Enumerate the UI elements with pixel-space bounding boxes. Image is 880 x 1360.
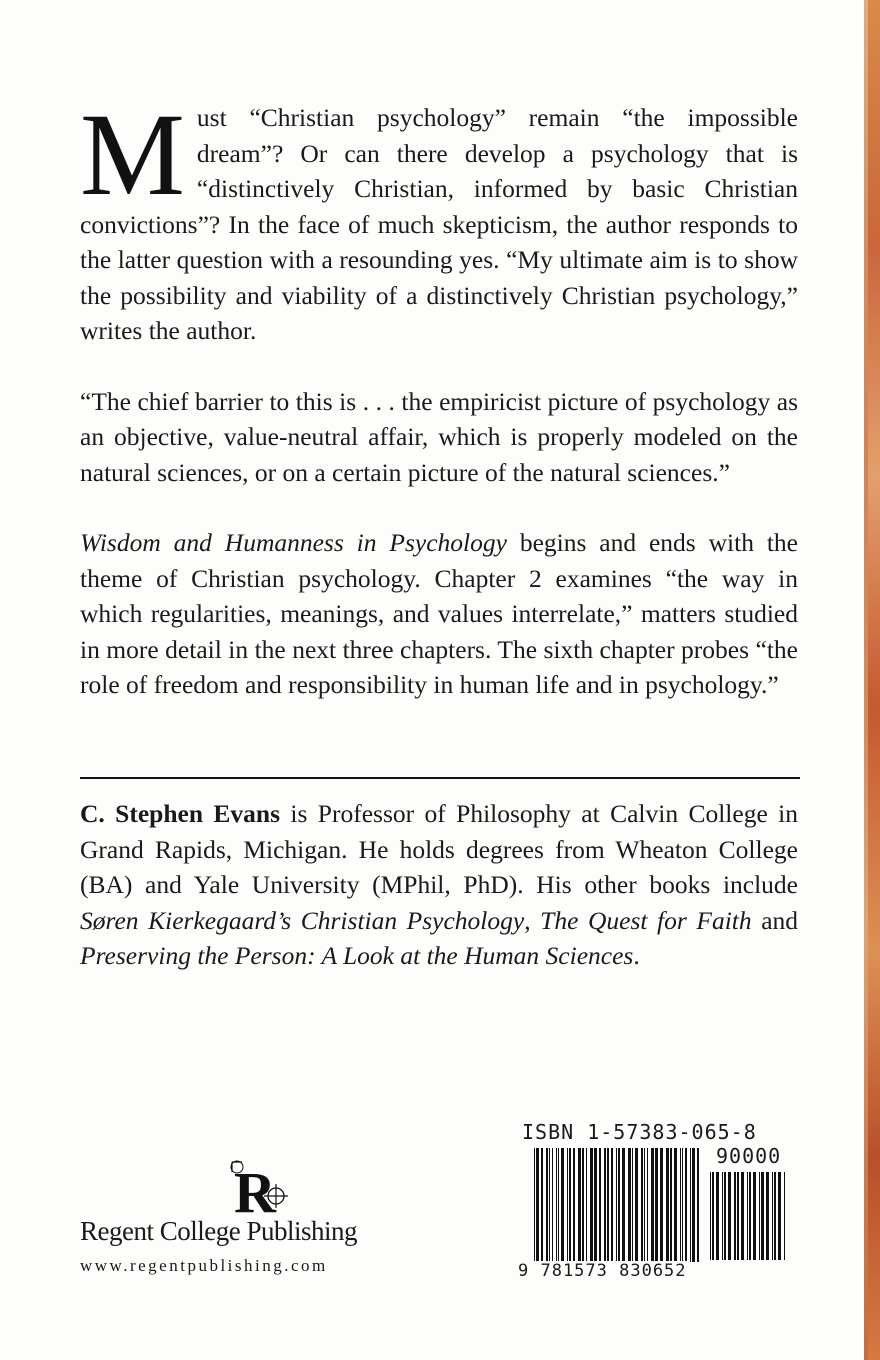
barcode-bar <box>753 1172 756 1260</box>
barcode-bar <box>618 1148 620 1272</box>
barcode-bar <box>655 1148 658 1262</box>
barcode-bar <box>536 1148 539 1272</box>
barcode-bar <box>644 1148 645 1262</box>
bio-text: is Professor of Philosophy at Calvin College in Grand Rapids, Michigan. He holds degrees from Wheaton College (BA) and Yale University (MPhil, PhD). His other books include <box>80 799 798 899</box>
barcode-bar <box>541 1148 543 1262</box>
barcode-bar <box>784 1172 785 1260</box>
price-barcode <box>710 1172 788 1270</box>
logo-letter: R <box>234 1160 276 1216</box>
price-code: 90000 <box>716 1144 782 1168</box>
barcode-bar <box>556 1148 557 1262</box>
barcode-bar <box>747 1172 748 1260</box>
barcode-bar <box>573 1148 575 1262</box>
barcode-bar <box>734 1172 736 1260</box>
book-title: Wisdom and Humanness in Psychology <box>80 528 507 557</box>
barcode-bar <box>628 1148 631 1262</box>
barcode-bar <box>549 1148 550 1262</box>
barcode-bar <box>622 1148 625 1262</box>
barcode-bar <box>594 1148 597 1262</box>
barcode-bar <box>741 1172 744 1260</box>
publisher-url[interactable]: www.regentpublishing.com <box>80 1256 328 1275</box>
barcode-bar <box>567 1148 568 1262</box>
barcode-bar <box>586 1148 587 1262</box>
barcode-bar <box>674 1148 677 1262</box>
blurb-paragraph-3 <box>80 525 798 703</box>
barcode-bar <box>647 1148 648 1262</box>
barcode-bar <box>552 1148 553 1262</box>
barcode-bar <box>604 1148 606 1262</box>
barcode-bar <box>766 1172 769 1260</box>
barcode-bar <box>635 1148 638 1262</box>
other-book-1: Søren Kierkegaard’s Christian Psychology <box>80 905 525 935</box>
barcode-bar <box>590 1148 593 1262</box>
ean-barcode <box>534 1148 704 1272</box>
barcode-bar <box>641 1148 643 1262</box>
isbn-label: ISBN 1-57383-065-8 <box>522 1120 757 1144</box>
barcode-bar <box>749 1172 751 1260</box>
barcode-bar <box>697 1148 699 1262</box>
barcode-bar <box>690 1148 691 1262</box>
barcode-bar <box>578 1148 581 1262</box>
divider <box>80 777 800 779</box>
author-name: C. Stephen Evans <box>80 799 281 828</box>
barcode-bar <box>716 1172 719 1260</box>
barcode-bar <box>728 1172 731 1260</box>
bio-end: . <box>633 941 640 970</box>
barcode-bar <box>546 1148 548 1262</box>
barcode-block <box>510 1120 794 1290</box>
barcode-bar <box>616 1148 617 1262</box>
blurb-paragraph-2: “The chief barrier to this is . . . the empiricist picture of psychology as an objective, value-neutral affair, which is properly modeled on the natural sciences, or on a certain picture of the natural sciences.” <box>80 386 798 487</box>
author-bio <box>80 796 798 974</box>
barcode-bar <box>774 1172 776 1260</box>
barcode-bar <box>712 1172 714 1260</box>
barcode-bar <box>778 1172 781 1260</box>
barcode-bar <box>611 1148 613 1262</box>
blurb <box>80 89 798 703</box>
barcode-bar <box>670 1148 672 1262</box>
barcode-bar <box>724 1172 726 1260</box>
barcode-bar <box>710 1172 711 1260</box>
blurb-p1-text: ust “Christian psychology” remain “the impossible dream”? Or can there develop a psychology that is “distinctively Christian, informed by basic Christian convictions”? In the face of much skepticism, the author responds to the latter question with a resounding yes. “My ultimate aim is to show the possibility and viability of a distinctively Christian psychology,” writes the author. <box>80 103 798 345</box>
barcode-bar <box>761 1172 764 1260</box>
barcode-bar <box>632 1148 633 1262</box>
barcode-bar <box>558 1148 559 1272</box>
barcode-bar <box>569 1148 571 1262</box>
ean-digits: 9 781573 830652 <box>518 1261 687 1281</box>
barcode-bar <box>561 1148 564 1262</box>
barcode-bar <box>534 1148 535 1272</box>
barcode-bar <box>685 1148 687 1262</box>
barcode-bar <box>722 1172 723 1260</box>
publisher-name: Regent College Publishing <box>80 1216 357 1246</box>
barcode-bar <box>582 1148 584 1262</box>
barcode-bar <box>759 1172 760 1260</box>
barcode-bar <box>599 1148 601 1262</box>
publisher-logo-icon <box>226 1156 288 1216</box>
other-book-3: Preserving the Person: A Look at the Human Sciences <box>80 941 634 970</box>
barcode-bar <box>682 1148 683 1272</box>
barcode-bar <box>737 1172 739 1260</box>
spine-edge <box>864 0 880 1360</box>
barcode-bar <box>692 1148 695 1262</box>
bio-separator: , <box>524 905 541 935</box>
barcode-bar <box>651 1148 654 1262</box>
barcode-bar <box>660 1148 663 1262</box>
blurb-p3-text: begins and ends with the theme of Christian psychology. Chapter 2 examines “the way in which regularities, meanings, and values interrelate,” matters studied in more detail in the next three chapters. The sixth chapter probes “the role of freedom and responsibility in human life and in psychology.” <box>80 528 798 699</box>
other-book-2: The Quest for Faith <box>540 905 752 935</box>
barcode-bar <box>680 1148 681 1262</box>
bio-separator: and <box>751 905 799 935</box>
blurb-paragraph-1 <box>80 89 798 349</box>
drop-cap: M <box>80 89 185 220</box>
barcode-bar <box>666 1148 669 1262</box>
barcode-bar <box>607 1148 609 1262</box>
barcode-bar <box>772 1172 773 1260</box>
